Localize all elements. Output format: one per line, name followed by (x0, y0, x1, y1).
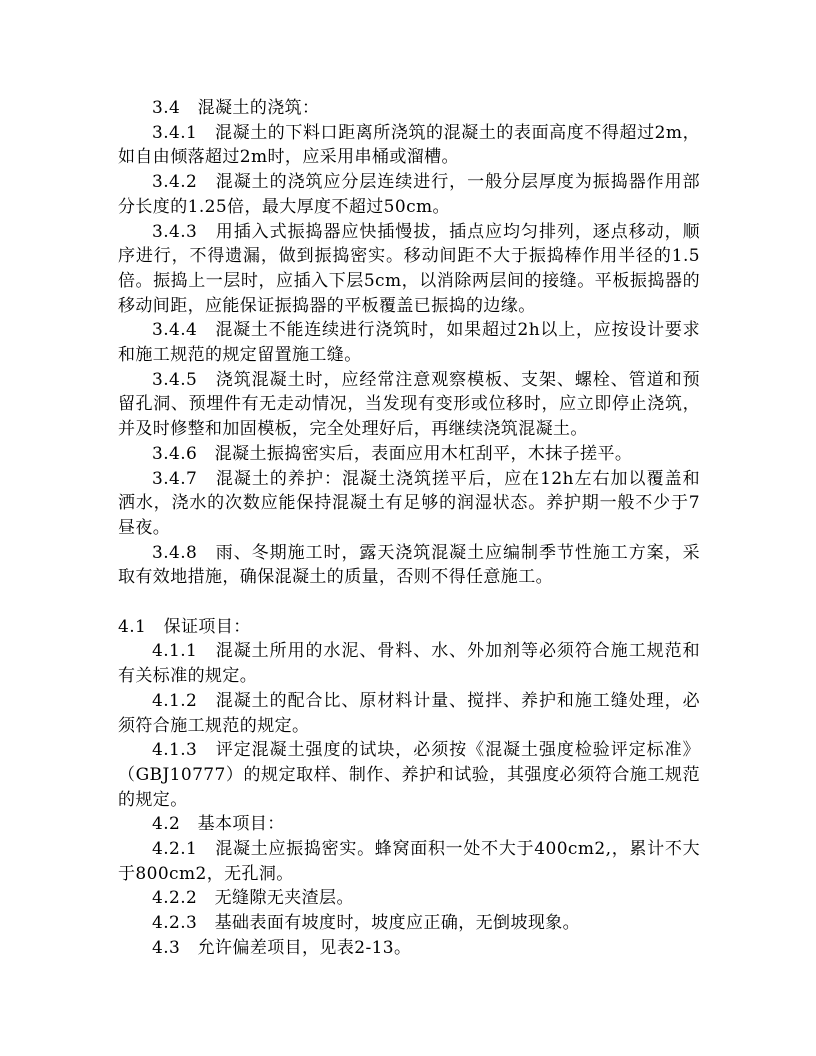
clause-3-4-2: 3.4.2 混凝土的浇筑应分层连续进行，一般分层厚度为振捣器作用部分长度的1.25倍，最大厚度不超过50cm。 (118, 172, 700, 217)
clause-3-4-4: 3.4.4 混凝土不能连续进行浇筑时，如果超过2h以上，应按设计要求和施工规范的规定留置施工缝。 (118, 320, 700, 366)
section-heading-4-1: 4.1 保证项目： (118, 616, 251, 637)
section-heading-3-4: 3.4 混凝土的浇筑： (152, 98, 320, 118)
document-body (118, 96, 700, 961)
section-spacer (118, 590, 700, 615)
clause-3-4-1: 3.4.1 混凝土的下料口距离所浇筑的混凝土的表面高度不得超过2m，如自由倾落超过2m时，应采用串桶或溜槽。 (118, 122, 700, 168)
clause-4-2-1: 4.2.1 混凝土应振捣密实。蜂窝面积一处不大于400cm2,，累计不大于800cm2，无孔洞。 (118, 839, 700, 884)
clause-3-4-5: 3.4.5 浇筑混凝土时，应经常注意观察模板、支架、螺栓、管道和预留孔洞、预埋件有无走动情况，当发现有变形或位移时，应立即停止浇筑，并及时修整和加固模板，完全处理好后，再继续浇筑混凝土。 (118, 369, 700, 440)
clause-4-2-3: 4.2.3 基础表面有坡度时，坡度应正确，无倒坡现象。 (152, 913, 581, 934)
clause-4-1-3: 4.1.3 评定混凝土强度的试块，必须按《混凝土强度检验评定标准》（GBJ10777）的规定取样、制作、养护和试验，其强度必须符合施工规范的规定。 (118, 740, 700, 810)
clause-4-2-2: 4.2.2 无缝隙无夹渣层。 (152, 888, 354, 909)
clause-4-1-2: 4.1.2 混凝土的配合比、原材料计量、搅拌、养护和施工缝处理，必须符合施工规范的规定。 (118, 690, 700, 736)
section-heading-4-3: 4.3 允许偏差项目，见表2-13。 (152, 937, 412, 958)
section-heading-4-2: 4.2 基本项目： (152, 814, 285, 835)
clause-3-4-8: 3.4.8 雨、冬期施工时，露天浇筑混凝土应编制季节性施工方案，采取有效地措施，确保混凝土的质量，否则不得任意施工。 (118, 542, 700, 588)
clause-3-4-7: 3.4.7 混凝土的养护：混凝土浇筑搓平后，应在12h左右加以覆盖和洒水，浇水的次数应能保持混凝土有足够的润湿状态。养护期一般不少于7昼夜。 (118, 468, 700, 538)
clause-3-4-6: 3.4.6 混凝土振捣密实后，表面应用木杠刮平，木抹子搓平。 (152, 443, 633, 464)
clause-3-4-3: 3.4.3 用插入式振捣器应快插慢拔，插点应均匀排列，逐点移动，顺序进行，不得遗漏，做到振捣密实。移动间距不大于振捣棒作用半径的1.5倍。振捣上一层时，应插入下层5cm，以消除两层间的接缝。平板振捣器的移动间距，应能保证振捣器的平板覆盖已振捣的边缘。 (118, 221, 700, 316)
clause-4-1-1: 4.1.1 混凝土所用的水泥、骨料、水、外加剂等必须符合施工规范和有关标准的规定。 (118, 641, 700, 687)
